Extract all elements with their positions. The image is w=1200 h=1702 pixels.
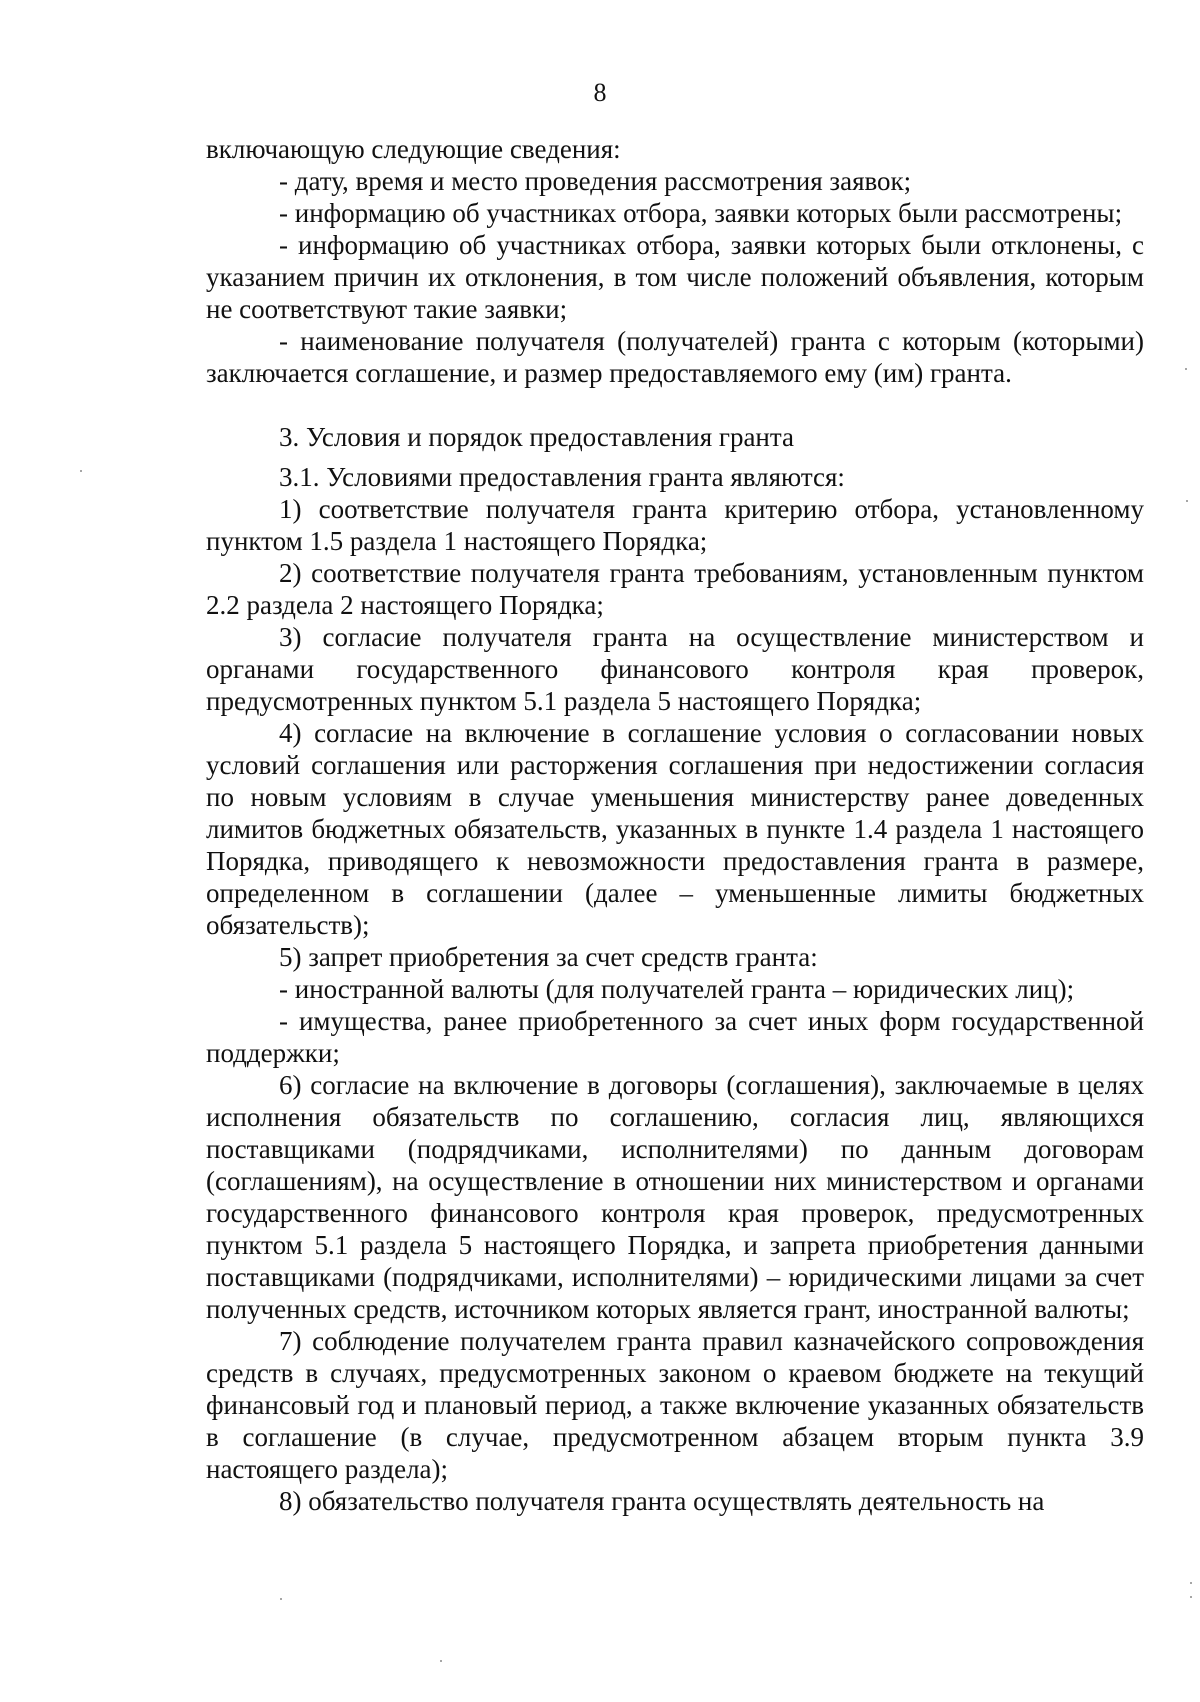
scan-speck xyxy=(280,1598,282,1600)
condition-5: 5) запрет приобретения за счет средств гранта: xyxy=(279,942,818,972)
condition-5-property: - имущества, ранее приобретенного за счет иных форм государственной поддержки; xyxy=(206,1006,1144,1068)
list-item-grant-recipient-name: - наименование получателя (получателей) гранта с которым (которыми) заключается соглашение, и размер предоставляемого ему (им) гранта. xyxy=(206,326,1144,388)
scan-speck xyxy=(80,470,82,472)
scan-speck xyxy=(440,1660,442,1662)
condition-2: 2) соответствие получателя гранта требованиям, установленным пунктом 2.2 раздела 2 настоящего Порядка; xyxy=(206,558,1144,620)
scan-speck xyxy=(1185,368,1187,370)
list-item-date-time-place: - дату, время и место проведения рассмотрения заявок; xyxy=(279,166,912,196)
condition-6: 6) согласие на включение в договоры (соглашения), заключаемые в целях исполнения обязательств по соглашению, согласия лиц, являющихся поставщиками (подрядчиками, исполнителями) по данным договорам (соглашениям), на осуществление в отношении них министерством и органами государственного финансового контроля края проверок, предусмотренных пунктом 5.1 раздела 5 настоящего Порядка, и запрета приобретения данными поставщиками (подрядчиками, исполнителями) – юридическими лицами за счет полученных средств, источником которых является грант, иностранной валюты; xyxy=(206,1070,1144,1324)
condition-3: 3) согласие получателя гранта на осуществление министерством и органами государственного финансового контроля края проверок, предусмотренных пунктом 5.1 раздела 5 настоящего Порядка; xyxy=(206,622,1144,716)
scan-speck xyxy=(1190,1596,1192,1598)
condition-5-foreign-currency: - иностранной валюты (для получателей гранта – юридических лиц); xyxy=(279,974,1075,1004)
document-body xyxy=(206,133,1144,1517)
section-heading: 3. Условия и порядок предоставления гранта xyxy=(279,422,794,452)
page-number: 8 xyxy=(593,78,607,107)
clause-3-1: 3.1. Условиями предоставления гранта являются: xyxy=(279,462,845,492)
scan-speck xyxy=(1186,500,1188,502)
paragraph-intro: включающую следующие сведения: xyxy=(206,134,621,164)
list-item-rejected-participants: - информацию об участниках отбора, заявки которых были отклонены, с указанием причин их отклонения, в том числе положений объявления, которым не соответствуют такие заявки; xyxy=(206,230,1144,324)
condition-7: 7) соблюдение получателем гранта правил казначейского сопровождения средств в случаях, предусмотренных законом о краевом бюджете на текущий финансовый год и плановый период, а также включение указанных обязательств в соглашение (в случае, предусмотренном абзацем вторым пункта 3.9 настоящего раздела); xyxy=(206,1326,1144,1484)
condition-4: 4) согласие на включение в соглашение условия о согласовании новых условий соглашения или расторжения соглашения при недостижении согласия по новым условиям в случае уменьшения министерству ранее доведенных лимитов бюджетных обязательств, указанных в пункте 1.4 раздела 1 настоящего Порядка, приводящего к невозможности предоставления гранта в размере, определенном в соглашении (далее – уменьшенные лимиты бюджетных обязательств); xyxy=(206,718,1144,940)
scan-speck xyxy=(1190,1582,1192,1584)
list-item-reviewed-participants: - информацию об участниках отбора, заявки которых были рассмотрены; xyxy=(279,198,1123,228)
condition-8: 8) обязательство получателя гранта осуществлять деятельность на xyxy=(279,1486,1045,1516)
condition-1: 1) соответствие получателя гранта критерию отбора, установленному пунктом 1.5 раздела 1 настоящего Порядка; xyxy=(206,494,1144,556)
